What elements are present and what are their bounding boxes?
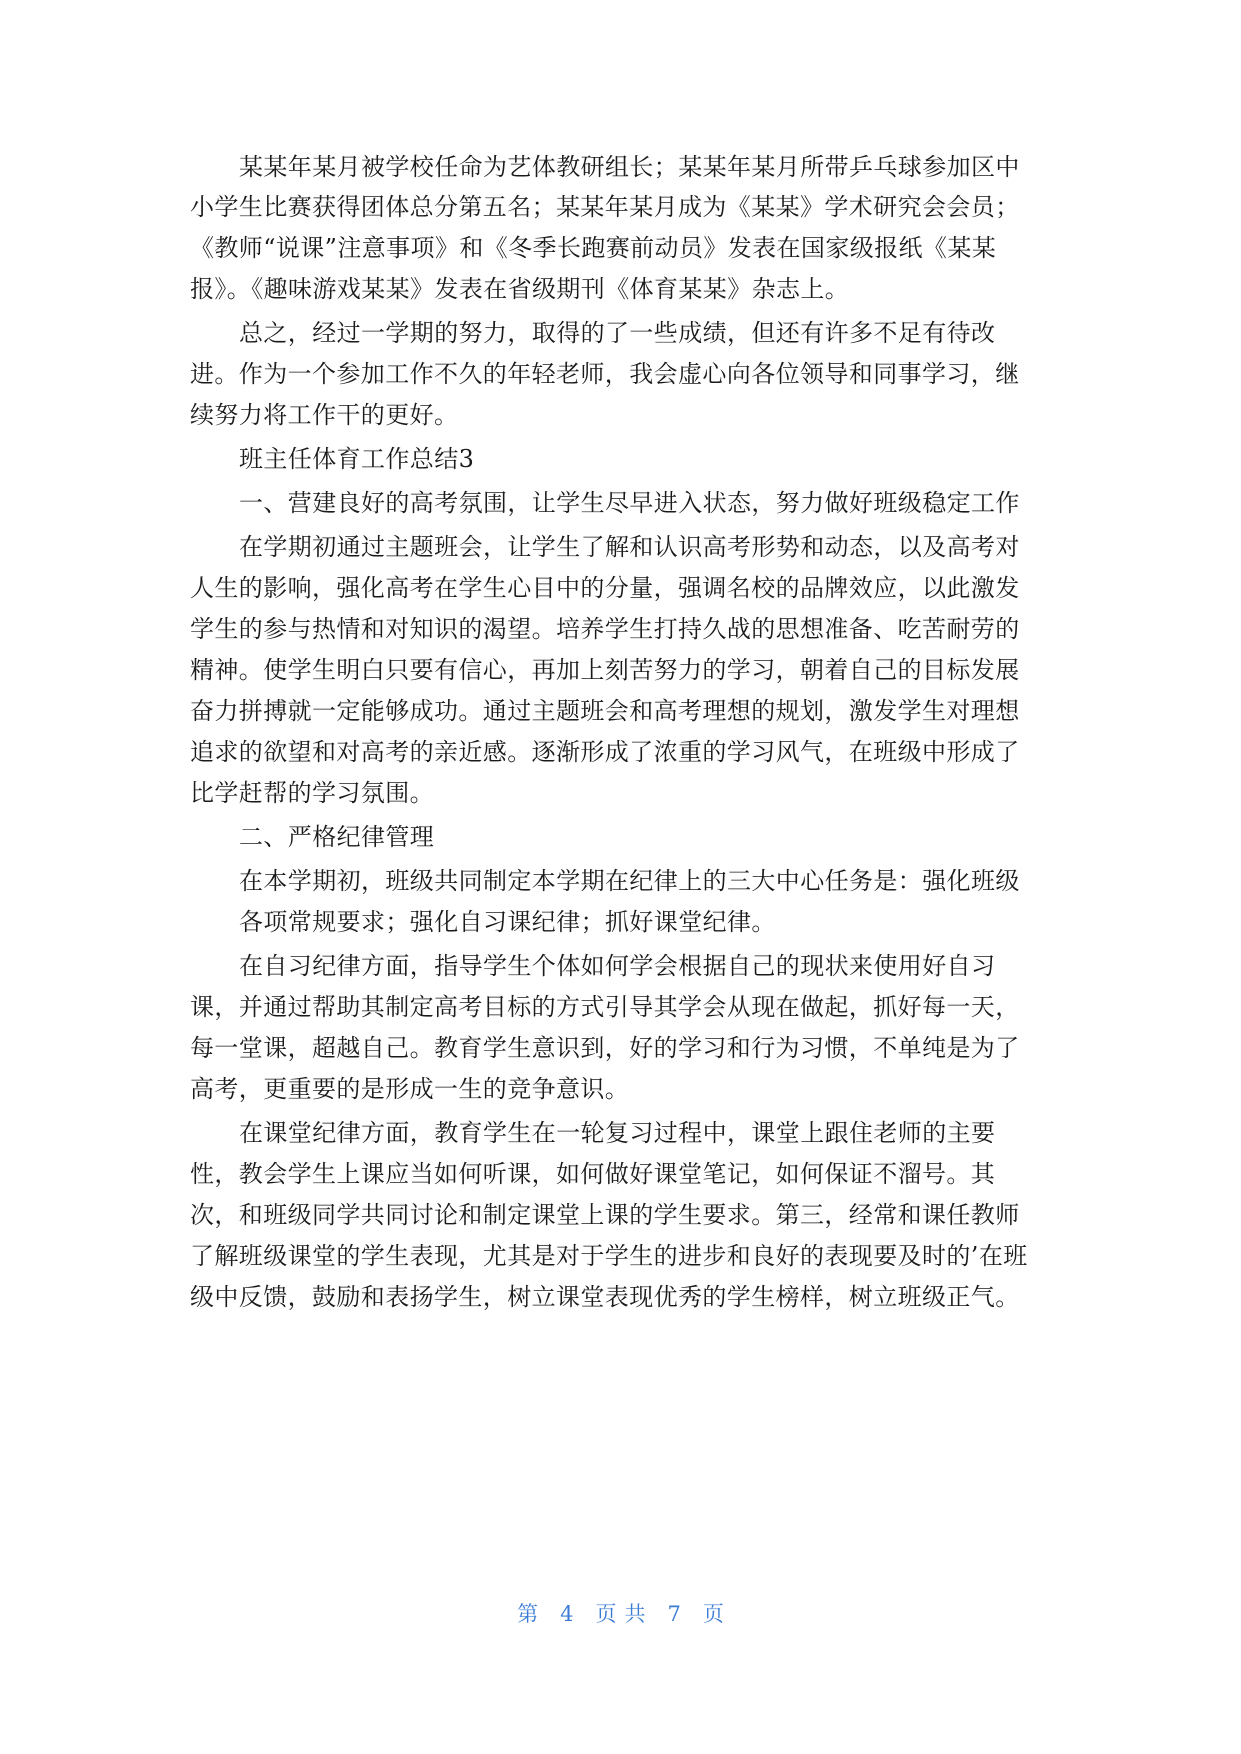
- paragraph-line: 小学生比赛获得团体总分第五名；某某年某月成为《某某》学术研究会会员；: [190, 193, 1020, 221]
- page-number-footer: [0, 1598, 1241, 1628]
- paragraph-line: 《教师“说课”注意事项》和《冬季长跑赛前动员》发表在国家级报纸《某某: [190, 234, 997, 262]
- section-heading: 一、营建良好的高考氛围，让学生尽早进入状态，努力做好班级稳定工作: [239, 489, 1020, 517]
- paragraph-line: 比学赶帮的学习氛围。: [190, 779, 434, 807]
- footer-ye2: 页: [702, 1602, 724, 1626]
- footer-gong: 共: [624, 1602, 646, 1626]
- paragraph-line: 次，和班级同学共同讨论和制定课堂上课的学生要求。第三，经常和课任教师: [190, 1201, 1020, 1229]
- section-title: 班主任体育工作总结3: [239, 445, 475, 473]
- footer-total-pages: 7: [667, 1602, 681, 1626]
- paragraph-line: 各项常规要求；强化自习课纪律；抓好课堂纪律。: [239, 908, 776, 936]
- footer-current-page: 4: [560, 1602, 574, 1626]
- paragraph-line: 了解班级课堂的学生表现，尤其是对于学生的进步和良好的表现要及时的’在班: [190, 1242, 1028, 1270]
- paragraph-line: 人生的影响，强化高考在学生心目中的分量，强调名校的品牌效应，以此激发: [190, 574, 1020, 602]
- paragraph-line: 追求的欲望和对高考的亲近感。逐渐形成了浓重的学习风气，在班级中形成了: [190, 738, 1020, 766]
- paragraph-line: 学生的参与热情和对知识的渴望。培养学生打持久战的思想准备、吃苦耐劳的: [190, 615, 1020, 643]
- paragraph-line: 在课堂纪律方面，教育学生在一轮复习过程中，课堂上跟住老师的主要: [239, 1119, 996, 1147]
- paragraph-line: 在自习纪律方面，指导学生个体如何学会根据自己的现状来使用好自习: [239, 952, 996, 980]
- paragraph-line: 精神。使学生明白只要有信心，再加上刻苦努力的学习，朝着自己的目标发展: [190, 656, 1020, 684]
- paragraph-line: 进。作为一个参加工作不久的年轻老师，我会虚心向各位领导和同事学习，继: [190, 360, 1020, 388]
- paragraph-line: 每一堂课，超越自己。教育学生意识到，好的学习和行为习惯，不单纯是为了: [190, 1034, 1020, 1062]
- paragraph-line: 奋力拼搏就一定能够成功。通过主题班会和高考理想的规划，激发学生对理想: [190, 697, 1020, 725]
- paragraph-line: 某某年某月被学校任命为艺体教研组长；某某年某月所带乒乓球参加区中: [239, 153, 1020, 181]
- paragraph-line: 续努力将工作干的更好。: [190, 401, 459, 429]
- paragraph-line: 课，并通过帮助其制定高考目标的方式引导其学会从现在做起，抓好每一天，: [190, 993, 1020, 1021]
- paragraph-line: 在本学期初，班级共同制定本学期在纪律上的三大中心任务是：强化班级: [239, 867, 1020, 895]
- paragraph-line: 总之，经过一学期的努力，取得的了一些成绩，但还有许多不足有待改: [239, 319, 996, 347]
- footer-ye: 页: [595, 1602, 617, 1626]
- paragraph-line: 级中反馈，鼓励和表扬学生，树立课堂表现优秀的学生榜样，树立班级正气。: [190, 1283, 1020, 1311]
- paragraph-line: 在学期初通过主题班会，让学生了解和认识高考形势和动态，以及高考对: [239, 533, 1020, 561]
- paragraph-line: 报》。《趣味游戏某某》发表在省级期刊《体育某某》杂志上。: [190, 275, 850, 303]
- section-heading: 二、严格纪律管理: [239, 823, 435, 851]
- paragraph-line: 高考，更重要的是形成一生的竞争意识。: [190, 1075, 630, 1103]
- paragraph-line: 性，教会学生上课应当如何听课，如何做好课堂笔记，如何保证不溜号。其: [190, 1160, 996, 1188]
- footer-di: 第: [517, 1602, 539, 1626]
